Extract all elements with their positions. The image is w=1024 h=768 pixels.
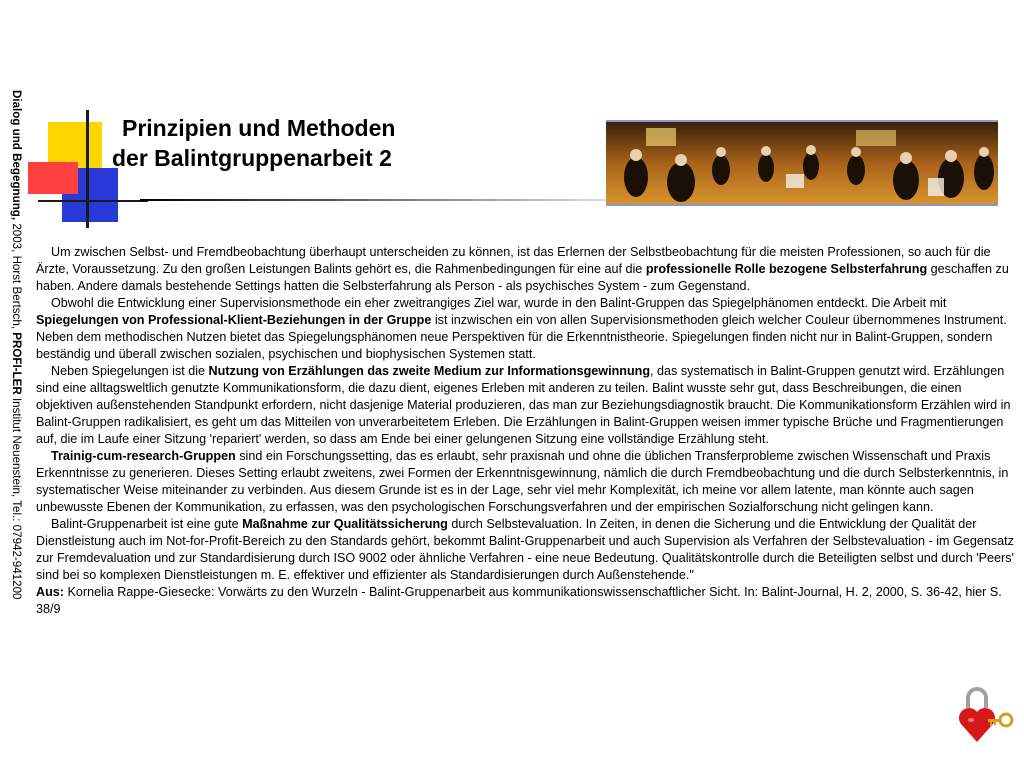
group-circle-photo — [606, 120, 998, 206]
heart-lock-icon — [958, 682, 1022, 744]
source-label: Aus: — [36, 585, 64, 599]
p3-text-c: , das systematisch in Balint-Gruppen genutzt wird. Erzählungen sind eine alltagsweltlich genutzte Kommunikationsform, die dazu dient, eigenes Erleben mit anderen zu teilen. Balint wusste sehr gut, dass Beschreibungen, die einen objektiven außenstehenden Standpunkt erfordern, nicht dasjenige Material produzieren, das man zur Beziehungsdiagnostik braucht. Die Kommunikationsform Erzählen wird in Balint-Gruppen radikalisiert, es geht um das Mitteilen von unverarbeitetem Erleben. Die Erzählungen in Balint-Gruppen weisen immer typische Brüche und Fragmentierungen auf, die im Laufe einer Sitzung 'repariert' werden, so dass am Ende bei einer gelungenen Sitzung eine vollständige Erzählung steht. — [36, 364, 1011, 446]
logo-horizontal-line — [38, 200, 148, 202]
main-text — [36, 244, 1018, 618]
footer-institute: Institut Neuenstein, Tel.: 07942-941200 — [10, 394, 23, 600]
p1-bold: professionelle Rolle bezogene Selbsterfahrung — [645, 262, 928, 276]
title-divider — [140, 199, 610, 201]
p5-text-a: Balint-Gruppenarbeit ist eine gute — [51, 517, 243, 531]
p3-bold: Nutzung von Erzählungen das zweite Medium zur Informationsgewinnung — [208, 364, 651, 378]
source-citation — [36, 584, 1018, 618]
p2-text-a: Obwohl die Entwicklung einer Supervisionsmethode ein eher zweitrangiges Ziel war, wurde in den Balint-Gruppen das Spiegelphänomen entdeckt. Die Arbeit mit — [51, 296, 947, 310]
logo-vertical-line — [86, 110, 89, 228]
paragraph-4 — [36, 448, 1018, 516]
p5-bold: Maßnahme zur Qualitätssicherung — [242, 517, 448, 531]
paragraph-1 — [36, 244, 1018, 295]
footer-year-author: 2003, Horst Bertsch, — [10, 220, 23, 333]
paragraph-5 — [36, 516, 1018, 584]
p5-text-c: durch Selbstevaluation. In Zeiten, in denen die Sicherung und die Entwicklung der Qualität der Dienstleistung auch im Not-for-Profit-Bereich zu den Standards gehört, bekommt Balint-Gruppenarbeit und auch Supervision als Verfahren der Selbstevaluation - im Gegensatz zur Fremdevaluation und zur Standardisierung durch ISO 9002 oder ähnliche Verfahren - eine neue Bedeutung. Qualitätskontrolle durch die Beteiligten selbst und durch 'Peers' sind bei so komplexen Dienstleistungen m. E. effektiver und effizienter als Standardisierungen durch Außenstehende." — [36, 517, 1014, 582]
source-text: Kornelia Rappe-Giesecke: Vorwärts zu den Wurzeln - Balint-Gruppenarbeit aus kommunikationswissenschaftlicher Sicht. In: Balint-Journal, H. 2, 2000, S. 36-42, hier S. 38/9 — [36, 585, 1002, 616]
p1-text-a: Um zwischen Selbst- und Fremdbeobachtung überhaupt unterscheiden zu können, ist das Erlernen der Selbstbeobachtung für die meisten Professionen, so auch für die Ärzte, Voraussetzung. Zu den großen Leistungen Balints gehört es, die Rahmenbedingungen für eine auf die — [36, 245, 991, 276]
p4-bold: Trainig-cum-research-Gruppen — [51, 449, 236, 463]
logo-red-square — [28, 162, 78, 194]
title-line-2: der Balintgruppenarbeit 2 — [112, 145, 392, 171]
paragraph-3 — [36, 363, 1018, 448]
footer-title: Dialog und Begegnung, — [10, 90, 23, 221]
title-line-1: Prinzipien und Methoden — [122, 115, 396, 141]
p1-text-c: geschaffen zu haben. Andere damals bestehende Settings hatten die Selbsterfahrung als Person - als psychisches System - zum Gegenstand. — [36, 262, 1009, 293]
vertical-footer-text — [4, 90, 28, 730]
p3-text-a: Neben Spiegelungen ist die — [51, 364, 209, 378]
p2-text-c: ist inzwischen ein von allen Supervisionsmethoden gleich welcher Couleur übernommenes Instrument. Neben dem methodischen Nutzen bietet das Spiegelungsphänomen neue Perspektiven für die Erkenntnistheorie. Spiegelungen finden nicht nur in Balint-Gruppen, sondern beständig und überall zwischen sozialen, psychischen und biophysischen Systemen statt. — [36, 313, 1007, 361]
p4-text-c: sind ein Forschungssetting, das es erlaubt, sehr praxisnah und ohne die üblichen Transferprobleme zwischen Wissenschaft und Praxis Erkenntnisse zu generieren. Dieses Setting erlaubt zweitens, zwei Formen der Erkenntnisgewinnung, nämlich die durch Fremdbeobachtung und die durch Selbsterkenntnis, in systematischer Weise miteinander zu verbinden. Aus diesem Grunde ist es in der Lage, sehr viel mehr Komplexität, ich meine vor allem latente, man könnte auch sagen unbewusste Ebenen der Kommunikation, zu erfassen, was den psychologischen Forschungsverfahren und der empirischen Sozialforschung nicht gelingen kann. — [36, 449, 1009, 514]
p2-bold: Spiegelungen von Professional-Klient-Beziehungen in der Gruppe — [36, 313, 432, 327]
page-title — [112, 113, 472, 173]
footer-brand: PROFI-LER — [10, 332, 23, 395]
paragraph-2 — [36, 295, 1018, 363]
